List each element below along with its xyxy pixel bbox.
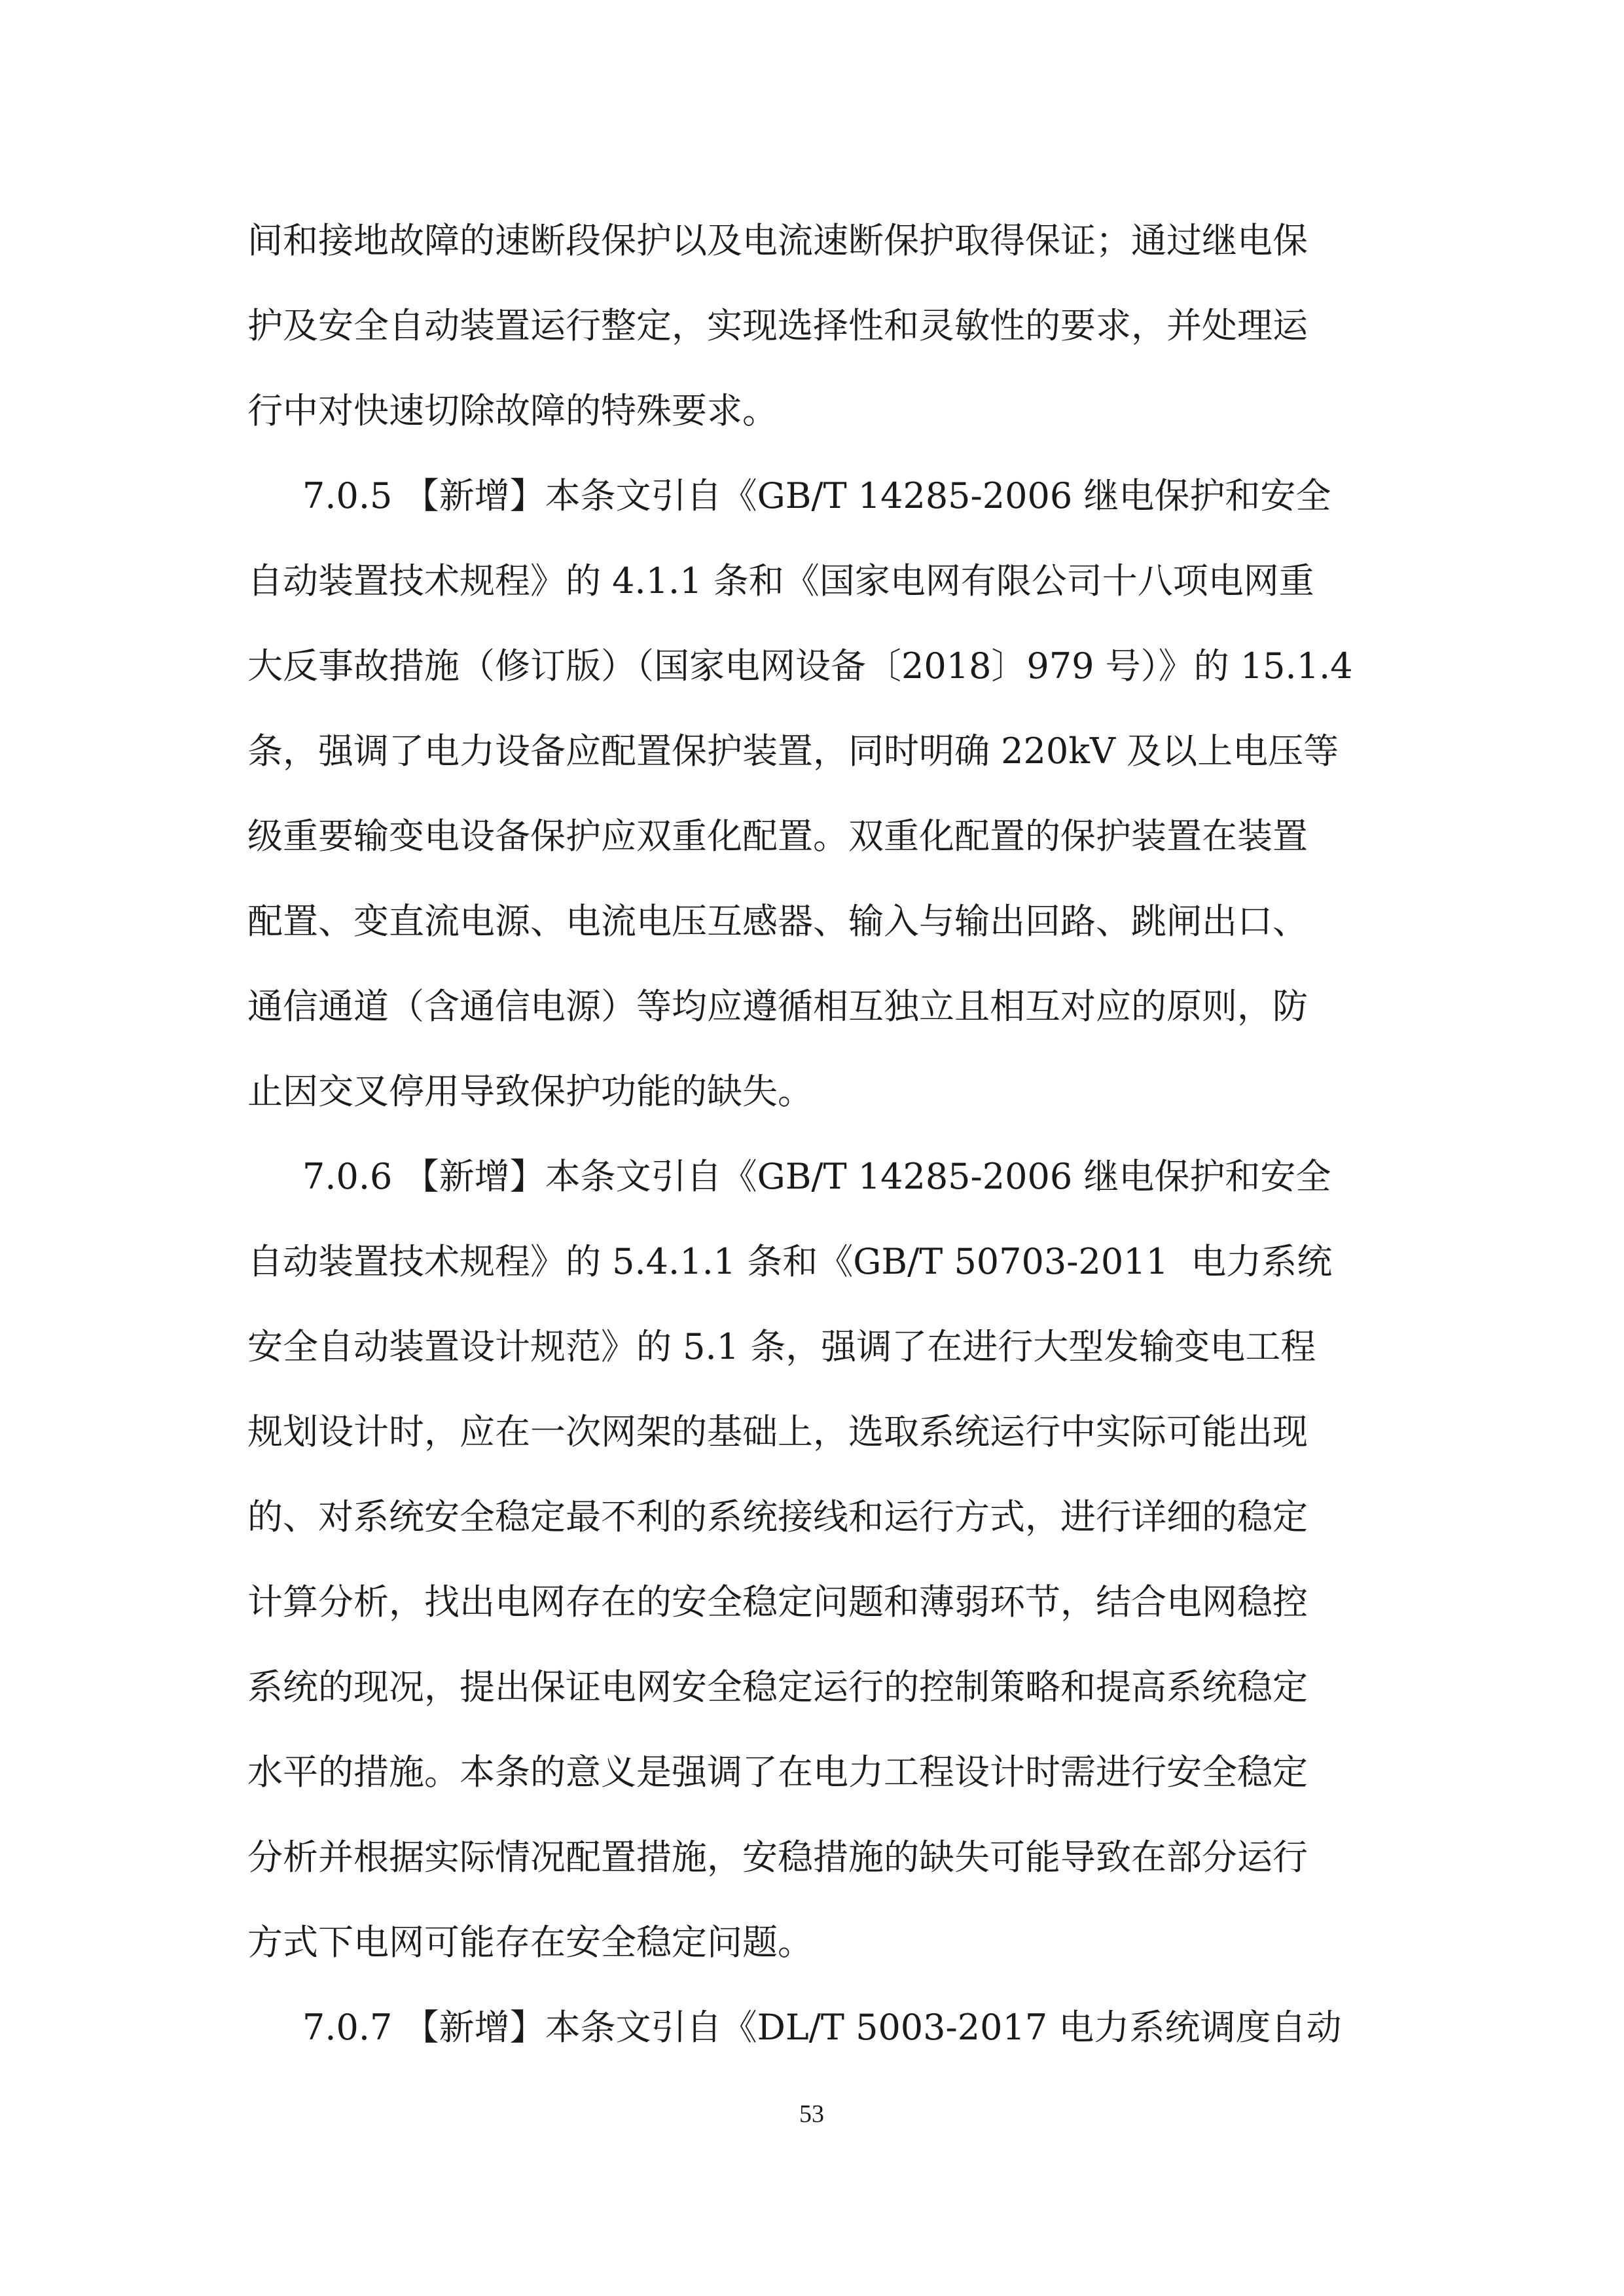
text-line: 配置、变直流电源、电流电压互感器、输入与输出回路、跳闸出口、 (247, 901, 1308, 942)
text-line: 通信通道（含通信电源）等均应遵循相互独立且相互对应的原则，防 (247, 986, 1308, 1027)
text-line: 的、对系统安全稳定最不利的系统接线和运行方式，进行详细的稳定 (247, 1496, 1308, 1537)
text-line: 护及安全自动装置运行整定，实现选择性和灵敏性的要求，并处理运 (247, 305, 1308, 346)
text-line: 级重要输变电设备保护应双重化配置。双重化配置的保护装置在装置 (247, 816, 1308, 857)
text-line: 自动装置技术规程》的 5.4.1.1 条和《GB/T 50703-2011 电力系统 (247, 1241, 1333, 1282)
clause-7-0-5-heading-line: 7.0.5 【新增】本条文引自《GB/T 14285-2006 继电保护和安全 (302, 475, 1331, 516)
text-line: 止因交叉停用导致保护功能的缺失。 (247, 1071, 813, 1112)
text-line: 规划设计时，应在一次网架的基础上，选取系统运行中实际可能出现 (247, 1411, 1308, 1452)
text-line: 计算分析，找出电网存在的安全稳定问题和薄弱环节，结合电网稳控 (247, 1581, 1308, 1623)
text-line: 行中对快速切除故障的特殊要求。 (247, 390, 778, 431)
text-line: 自动装置技术规程》的 4.1.1 条和《国家电网有限公司十八项电网重 (247, 560, 1314, 601)
text-line: 大反事故措施（修订版）（国家电网设备〔2018〕979 号）》的 15.1.4 (247, 645, 1353, 687)
clause-7-0-6-heading-line: 7.0.6 【新增】本条文引自《GB/T 14285-2006 继电保护和安全 (302, 1156, 1331, 1197)
text-line: 水平的措施。本条的意义是强调了在电力工程设计时需进行安全稳定 (247, 1751, 1308, 1793)
text-line: 方式下电网可能存在安全稳定问题。 (247, 1922, 813, 1963)
text-line: 安全自动装置设计规范》的 5.1 条，强调了在进行大型发输变电工程 (247, 1326, 1316, 1367)
text-line: 间和接地故障的速断段保护以及电流速断保护取得保证；通过继电保 (247, 220, 1308, 261)
page-number: 53 (799, 2100, 824, 2128)
text-line: 条，强调了电力设备应配置保护装置，同时明确 220kV 及以上电压等 (247, 730, 1339, 772)
text-line: 分析并根据实际情况配置措施，安稳措施的缺失可能导致在部分运行 (247, 1837, 1308, 1878)
text-line: 系统的现况，提出保证电网安全稳定运行的控制策略和提高系统稳定 (247, 1666, 1308, 1708)
clause-7-0-7-heading-line: 7.0.7 【新增】本条文引自《DL/T 5003-2017 电力系统调度自动 (302, 2007, 1342, 2048)
